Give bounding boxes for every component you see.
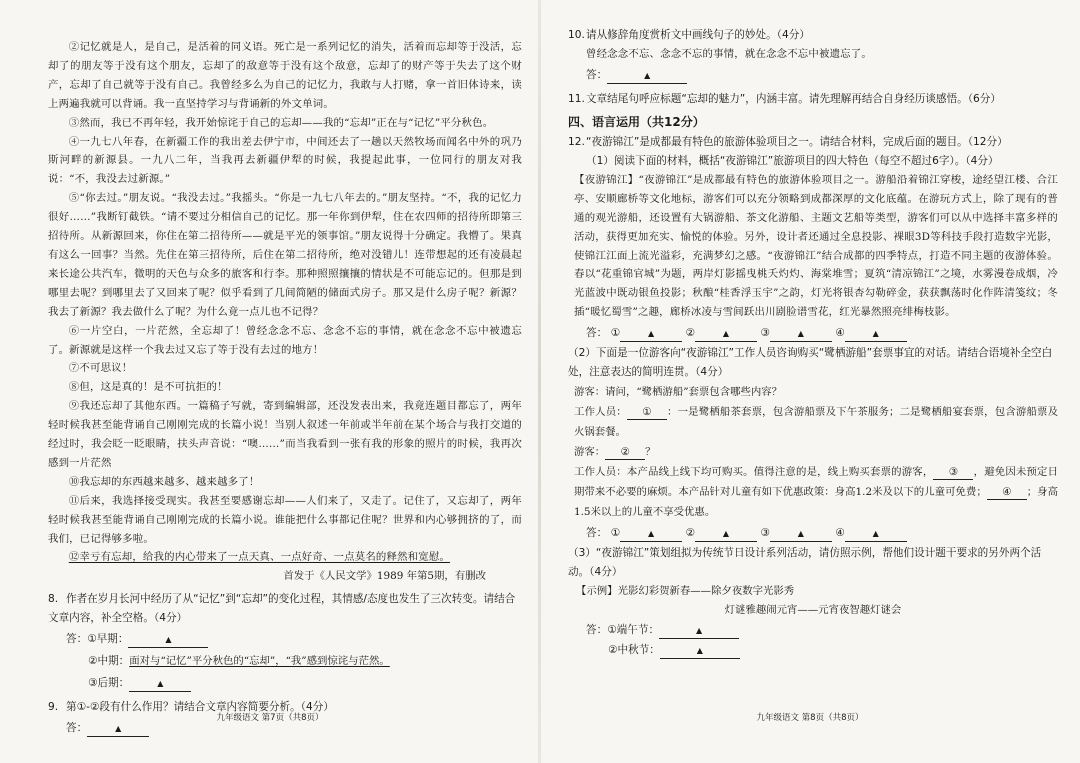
question-number: 11.: [568, 92, 585, 105]
dialogue-answer-2[interactable]: [695, 527, 757, 542]
question-12-part-3: （3）“夜游锦江”策划组拟为传统节日设计系列活动，请仿照示例，帮他们设计题干要求的另外两个活动。（4分）: [568, 547, 1042, 579]
paragraph-2: ②记忆就是人，是自己，是活着的同义语。死亡是一系列记忆的消失，活着而忘却等于没活，忘却了的朋友等于没有这个朋友，忘却了的敌意等于没有这个敌意，忘却了的财产等于失去了这个财产，忘却了自己就等于没有自己。我曾经多么为自己的记忆力，我敢与人打赌，拿一首旧体诗来，读上两遍我就可以背诵。我一直坚持学习与背诵新的外文单词。: [48, 41, 522, 110]
paragraph-12: ⑫幸亏有忘却，给我的内心带来了一点天真、一点好奇、一点莫名的释然和宽慰。: [68, 551, 451, 564]
answer-row: [66, 650, 522, 672]
answer-label: 答：: [586, 624, 608, 637]
paragraph-11: ⑪后来，我选择接受现实。我甚至要感谢忘却——人们来了，又走了。记住了，又忘却了，两年轻时候我甚至能背诵自己刚刚完成的长篇小说。谁能把什么事都记住呢？世界和内心够拥挤的了，而我们，已记得够多啦。: [48, 494, 522, 545]
dialogue-tourist-1: 游客：请问，“鹭栖游船”套票包含哪些内容？: [574, 386, 783, 399]
blank-number: ②: [685, 327, 695, 340]
question-text: 第①-②段有什么作用？请结合文章内容简要分析。（4分）: [66, 701, 334, 714]
answer-row: [66, 672, 522, 694]
material-text: “夜游锦江”是成都最有特色的旅游体验项目之一。游船沿着锦江穿梭，途经望江楼、合江亭、安顺廊桥等文化地标，游客们可以充分领略到成都深厚的文化底蕴。在游玩方式上，除了现有的普通的观光游船，还设置有大锅游船、茶文化游船、主题文艺船等类型，游客们可以从中选择丰富多样的活动，获得更加充实、愉悦的体验。另外，设计者还通过全息投影、裸眼3D等科技手段打造数字光影，使锦江江面上流光溢彩，充满梦幻之感。“夜游锦江”结合成都的四季特点，打造不同主题的夜游体验。春以“花重锦官城”为题，两岸灯影摇曳桃夭灼灼、海棠堆雪；夏筑“清凉锦江”之境，水雾漫卷成烟，冷光蓝波中既动银鱼投影；秋酿“桂香浮玉宇”之韵，灯光将银杏勾勒碎金，获获飘荡时化作阵清笺纹；冬插“暖忆蜀雪”之趣，廊桥冰凌与雪间跃出川剧脸谱雪花，红光暴然照亮绯梅枝影。: [574, 173, 1059, 319]
question-number: 9.: [48, 701, 59, 714]
blank-number: ①: [610, 327, 621, 340]
material-title: 【夜游锦江】: [574, 173, 639, 186]
feature-field-4[interactable]: [845, 327, 907, 342]
triangle-mark: ▲: [695, 626, 703, 636]
question-11: [568, 90, 1058, 109]
answer-item-label: ①早期：: [87, 633, 129, 646]
question-number: 8.: [48, 593, 59, 606]
blank-number: ③: [760, 527, 770, 540]
dialogue-text: 本产品线上线下均可购买。值得注意的是，线上购买套票的游客，: [626, 466, 934, 479]
question-number: 12.: [568, 135, 585, 148]
dialogue-staff-1: [568, 402, 1058, 442]
paragraph-8: ⑧但，这是真的！是不可抗拒的！: [68, 381, 228, 394]
source-note: 首发于《人民文学》1989 年第5期，有删改: [283, 570, 486, 583]
answer-row: [586, 620, 1058, 640]
question-12-1-answer: [568, 322, 1058, 344]
question-12: [568, 133, 1058, 152]
dialogue-answer-4[interactable]: [845, 527, 907, 542]
triangle-mark: ▲: [647, 329, 655, 339]
triangle-mark: ▲: [157, 679, 164, 689]
feature-field-3[interactable]: [770, 327, 832, 342]
dialogue-text: ，避免因未预定日期带来不必要的麻烦。本产品针对儿童有如下优惠政策：身高1.2米及以下的儿童可免费；: [574, 466, 1059, 499]
dialogue-text: ；身高1.5米以上的儿童不享受优惠。: [574, 486, 1058, 519]
page-right: [540, 0, 1080, 763]
question-12-part-1: （1）阅读下面的材料，概括“夜游锦江”旅游项目的四大特色（每空不超过6字）。（4分）: [586, 154, 999, 167]
answer-item-label: ③后期：: [88, 677, 130, 690]
blank-number: ①: [610, 527, 621, 540]
paragraph-9: ⑨我还忘却了其他东西。一篇稿子写就，寄到编辑部，还没发表出来，我竟连题目都忘了，两年轻时候我甚至能背诵自己刚刚完成的长篇小说！当别人叙述一年前或半年前在某个场合与我打交道的经过时，我会眨一眨眼睛，扶头声音说：“噢……”而当我看到一张有我的形象的照片的时候，我再次感到一片茫然: [48, 400, 522, 469]
answer-label: 答：: [586, 68, 608, 81]
answer-field[interactable]: [607, 69, 687, 84]
answer-field-late[interactable]: [129, 677, 191, 692]
triangle-mark: ▲: [797, 529, 804, 539]
paragraph-3: ③然而，我已不再年轻，我开始惊诧于自己的忘却——我的“忘却”正在与“记忆”平分秋色。: [68, 116, 494, 129]
triangle-mark: ▲: [647, 529, 655, 539]
question-12-2-answer: [568, 522, 1058, 544]
triangle-mark: ▲: [797, 329, 804, 339]
blank-number: ②: [620, 446, 630, 459]
dialogue-blank-2[interactable]: [605, 445, 645, 460]
blank-number: ①: [642, 406, 652, 419]
answer-item-label: ②中期：: [88, 655, 130, 668]
answer-row: [66, 628, 522, 650]
page-footer: 九年级语文 第7页（共8页）: [216, 713, 324, 723]
paragraph-7: ⑦不可思议！: [68, 362, 133, 375]
section-heading-4: 四、语言运用（共12分）: [568, 114, 705, 129]
answer-field[interactable]: [87, 722, 149, 737]
dialogue-text: ：一是鹭栖船茶套票，包含游船票及下午茶服务；二是鹭栖船宴套票，包含游船票及火锅套餐。: [574, 406, 1058, 439]
question-8-answer: [48, 628, 522, 694]
answer-label: 答：: [586, 327, 608, 340]
question-10: [568, 26, 1058, 45]
triangle-mark: ▲: [872, 329, 879, 339]
question-number: 10.: [568, 29, 585, 41]
speaker-role: 工作人员：: [574, 406, 627, 419]
example-tag: 【示例】: [576, 585, 618, 598]
feature-field-1[interactable]: [620, 327, 682, 342]
paragraph-4: ④一九七八年春，在新疆工作的我出差去伊宁市，中间还去了一趟以天然牧场而闻名中外的巩乃斯河畔的新源县。一九八二年，当我再去新疆伊犁的时候，我提起此事，一位同行的朋友对我说：“不，我没去过新源。”: [48, 135, 522, 186]
blank-number: ④: [835, 327, 845, 340]
dialogue-blank-4[interactable]: [987, 485, 1027, 500]
example-line-2: 灯谜雅趣闹元宵——元宵夜智趣灯谜会: [724, 604, 902, 617]
question-8: [48, 590, 522, 628]
paragraph-6: ⑥一片空白，一片茫然，全忘却了！曾经念念不忘、念念不忘的事情，就在念念不忘中被遗忘了。新源就是这样一个我去过又忘了等于没有去过的地方！: [48, 324, 522, 356]
question-text: 文章结尾句呼应标题“忘却的魅力”，内涵丰富。请先理解再结合自身经历谈感悟。（6分）: [586, 92, 1001, 105]
blank-number: ④: [1002, 486, 1012, 499]
answer-field-middle[interactable]: 面对与“记忆”平分秋色的“忘却”，“我”感到惊诧与茫然。: [129, 655, 390, 668]
answer-item-label: ②中秋节：: [608, 644, 660, 657]
speaker-role: 游客：: [574, 446, 606, 459]
answer-row: [586, 640, 1058, 660]
triangle-mark: ▲: [165, 635, 172, 645]
question-12-3-answer: [568, 620, 1058, 660]
answer-item-label: ①端午节：: [607, 624, 660, 637]
triangle-mark: ▲: [644, 70, 651, 80]
question-10-answer: [568, 64, 1058, 86]
feature-field-2[interactable]: [695, 327, 757, 342]
paragraph-5: ⑤“你去过。”朋友说。“我没去过。”我摇头。“你是一九七八年去的。”朋友坚持。“不，我的记忆力很好……”我断钉截铁。“请不要过分相信自己的记忆。那一年你到伊犁，住在农四师的招待所即第三招待所。从新源回来，你住在第二招待所——就是平光的领事馆。”朋友说得十分确定。我懵了。果真有这么一回事？当然。先住在第三招待所，后住在第二招待所，绝对没错儿！连带想起的还有凌晨起来长途公共汽车，微明的天色与众多的旅客和行李。那种照照攘攘的情状是不可能忘记的。但那是到哪里去呢？到哪里去了又回来了呢？似乎看到了几间简陋的储面式房子。那又是什么房子呢？新源？我去了新源？我去做什么了呢？为什么竟一点儿也不记得？: [48, 192, 522, 318]
blank-number: ③: [948, 466, 959, 479]
question-text: 请从修辞角度赏析文中画线句子的妙处。（4分）: [586, 29, 810, 41]
answer-label: 答：: [66, 722, 88, 735]
answer-label: 答：: [586, 527, 608, 540]
speaker-role: 工作人员：: [574, 466, 627, 479]
page-footer: 九年级语文 第8页（共8页）: [756, 713, 864, 723]
question-10-quote: 曾经念念不忘、念念不忘的事情，就在念念不忘中被遗忘了。: [586, 48, 872, 60]
question-text: 作者在岁月长河中经历了从“记忆”到“忘却”的变化过程，其情感/态度也发生了三次转变。请结合文章内容，补全空格。（4分）: [48, 593, 516, 625]
blank-number: ②: [685, 527, 695, 540]
question-text: “夜游锦江”是成都最有特色的旅游体验项目之一。请结合材料，完成后面的题目。（12分）: [586, 135, 1008, 148]
example-line-1: [568, 582, 1058, 601]
triangle-mark: ▲: [696, 646, 703, 656]
paragraph-10: ⑩我忘却的东西越来越多、越来越多了！: [68, 475, 260, 488]
activity-field-dragon-boat[interactable]: [659, 624, 739, 639]
answer-label: 答：: [66, 633, 88, 646]
dialogue-blank-3[interactable]: [933, 465, 973, 480]
dialogue-answer-3[interactable]: [770, 527, 832, 542]
triangle-mark: ▲: [872, 529, 879, 539]
example-text: 光影幻彩贺新春——除夕夜数字光影秀: [617, 585, 795, 598]
blank-number: ③: [760, 327, 770, 340]
blank-number: ④: [835, 527, 845, 540]
question-12-part-2: （2）下面是一位游客向“夜游锦江”工作人员咨询购买“鹭栖游船”套票事宜的对话。请结合语境补全空白处，注意表达的简明连贯。（4分）: [568, 347, 1053, 379]
material-block: [568, 171, 1058, 322]
dialogue-tourist-2: 游客： ② ？: [574, 446, 656, 459]
triangle-mark: ▲: [722, 529, 730, 539]
answer-field-early[interactable]: [128, 633, 208, 648]
triangle-mark: ▲: [722, 329, 730, 339]
dialogue-staff-2: [568, 462, 1058, 522]
dialogue-answer-1[interactable]: [620, 527, 682, 542]
dialogue-blank-1[interactable]: [627, 405, 667, 420]
triangle-mark: ▲: [115, 724, 122, 734]
activity-field-mid-autumn[interactable]: [660, 644, 740, 659]
